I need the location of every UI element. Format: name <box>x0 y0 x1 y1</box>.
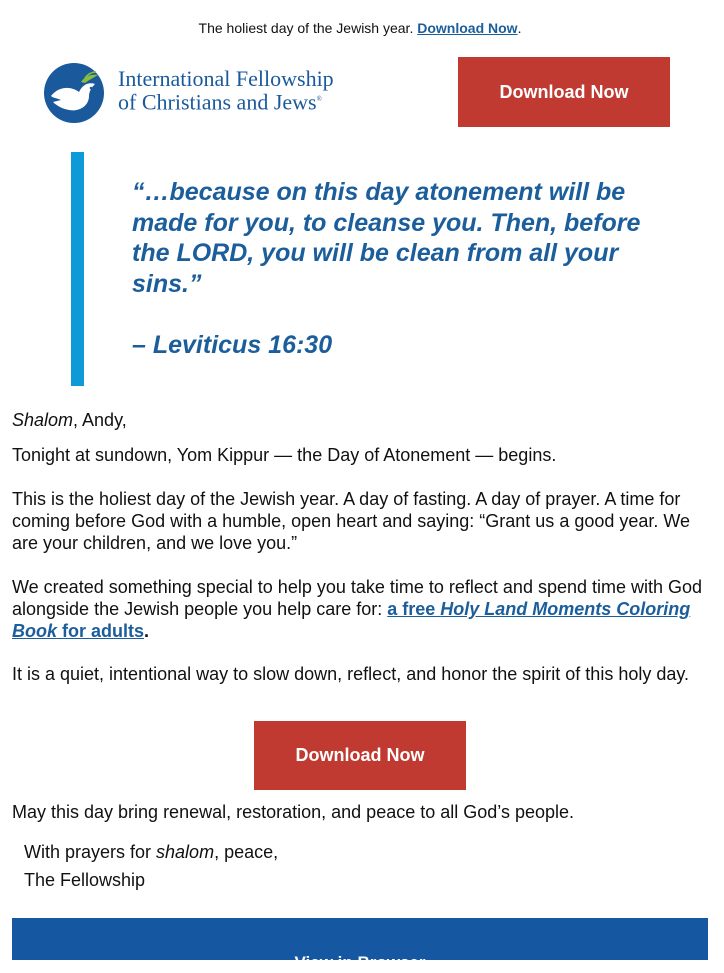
registered-mark: ® <box>316 95 322 103</box>
paragraph-coloring-book-end: . <box>144 621 150 641</box>
footer-band <box>12 918 708 972</box>
paragraph-intro: Tonight at sundown, Yom Kippur — the Day of Atonement — begins. <box>12 445 557 465</box>
closing-line <box>24 841 724 863</box>
header-download-button[interactable]: Download Now <box>458 57 670 127</box>
closing-prefix: With prayers for <box>24 842 157 862</box>
ifcj-logo[interactable] <box>43 60 363 124</box>
greeting-shalom: Shalom <box>12 410 74 430</box>
scripture-citation: – Leviticus 16:30 <box>132 331 333 359</box>
paragraph-quiet-way: It is a quiet, intentional way to slow down, reflect, and honor the spirit of this holy day. <box>12 664 690 684</box>
view-in-browser-link[interactable]: View in Browser <box>294 953 426 972</box>
dove-globe-icon <box>43 62 105 124</box>
scripture-quote: “…because on this day atonement will be made for you, to cleanse you. Then, before the LORD, you will be clean from all your sins.” <box>132 178 641 298</box>
body-download-button[interactable]: Download Now <box>254 721 466 790</box>
closing-shalom: shalom <box>156 842 215 862</box>
paragraph-coloring-book <box>12 576 712 642</box>
paragraph-blessing: May this day bring renewal, restoration, and peace to all God’s people. <box>12 802 574 822</box>
preheader-suffix: . <box>517 20 522 36</box>
logo-line-1: International Fellowship <box>118 66 334 91</box>
paragraph-holiest-day: This is the holiest day of the Jewish year. A day of fasting. A day of prayer. A time for coming before God with a humble, open heart and saying: “Grant us a good year. We are your children, and we love you.” <box>12 489 691 553</box>
quote-accent-bar <box>71 152 84 386</box>
logo-line-2: of Christians and Jews <box>118 89 317 115</box>
preheader-download-link[interactable]: Download Now <box>417 20 518 36</box>
logo-wordmark <box>118 66 334 115</box>
coloring-book-link-prefix: a free <box>387 599 441 619</box>
closing-suffix: , peace, <box>214 842 279 862</box>
coloring-book-link-suffix: for adults <box>57 621 145 641</box>
signature: The Fellowship <box>24 870 146 890</box>
preheader-text: The holiest day of the Jewish year. <box>198 20 414 36</box>
greeting-name: , Andy, <box>73 410 127 430</box>
greeting <box>12 409 712 431</box>
preheader <box>0 19 720 37</box>
coloring-book-link-title: Holy Land Moments Coloring Book <box>12 599 691 641</box>
paragraph-coloring-book-intro: We created something special to help you take time to reflect and spend time with God alongside the Jewish people you help care for: <box>12 577 703 619</box>
